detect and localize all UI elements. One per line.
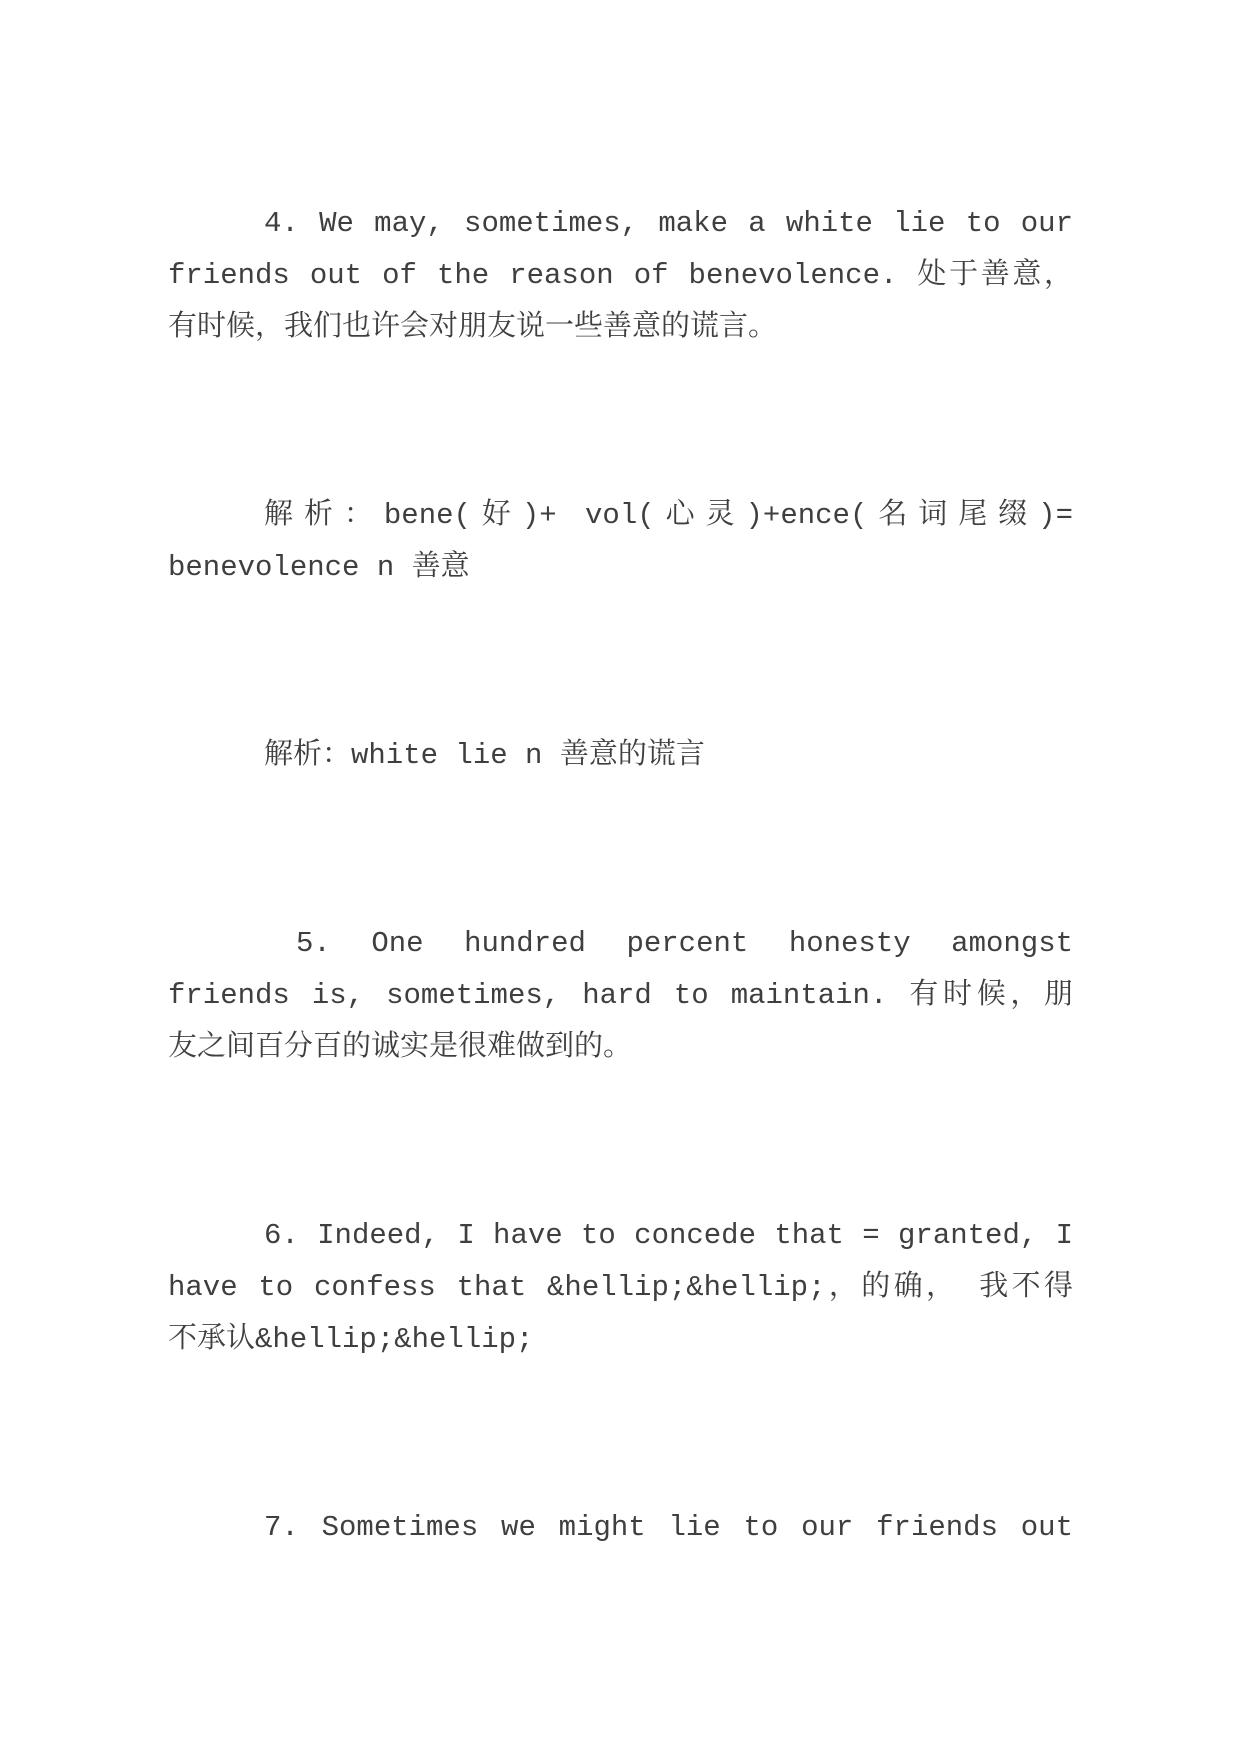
paragraph-item-5	[168, 918, 1073, 1074]
text-line: 友之间百分百的诚实是很难做到的。	[168, 1031, 633, 1064]
text-line: 解析：bene(好)+ vol(心灵)+ence(名词尾缀)=	[264, 499, 1073, 532]
paragraph-item-4	[168, 198, 1073, 354]
paragraph-item-7	[168, 1502, 1073, 1554]
paragraph-analysis-white-lie	[168, 730, 1073, 782]
text-line: 4. We may, sometimes, make a white lie to our	[264, 207, 1073, 240]
text-line: friends is, sometimes, hard to maintain. 有时候，朋	[168, 979, 1073, 1012]
text-line: 有时候，我们也许会对朋友说一些善意的谎言。	[168, 311, 778, 344]
text-line: 不承认&hellip;&hellip;	[168, 1323, 534, 1356]
text-line: 解析：white lie n 善意的谎言	[264, 739, 705, 772]
paragraph-item-6	[168, 1210, 1073, 1366]
text-line: 6. Indeed, I have to concede that = granted, I	[264, 1219, 1073, 1252]
paragraph-analysis-benevolence	[168, 490, 1073, 594]
text-line: friends out of the reason of benevolence. 处于善意，	[168, 259, 1073, 292]
text-line: benevolence n 善意	[168, 551, 470, 584]
text-line: 7. Sometimes we might lie to our friends out	[264, 1511, 1073, 1544]
text-line: 5. One hundred percent honesty amongst	[296, 927, 1073, 960]
text-line: have to confess that &hellip;&hellip;，的确， 我不得	[168, 1271, 1073, 1304]
